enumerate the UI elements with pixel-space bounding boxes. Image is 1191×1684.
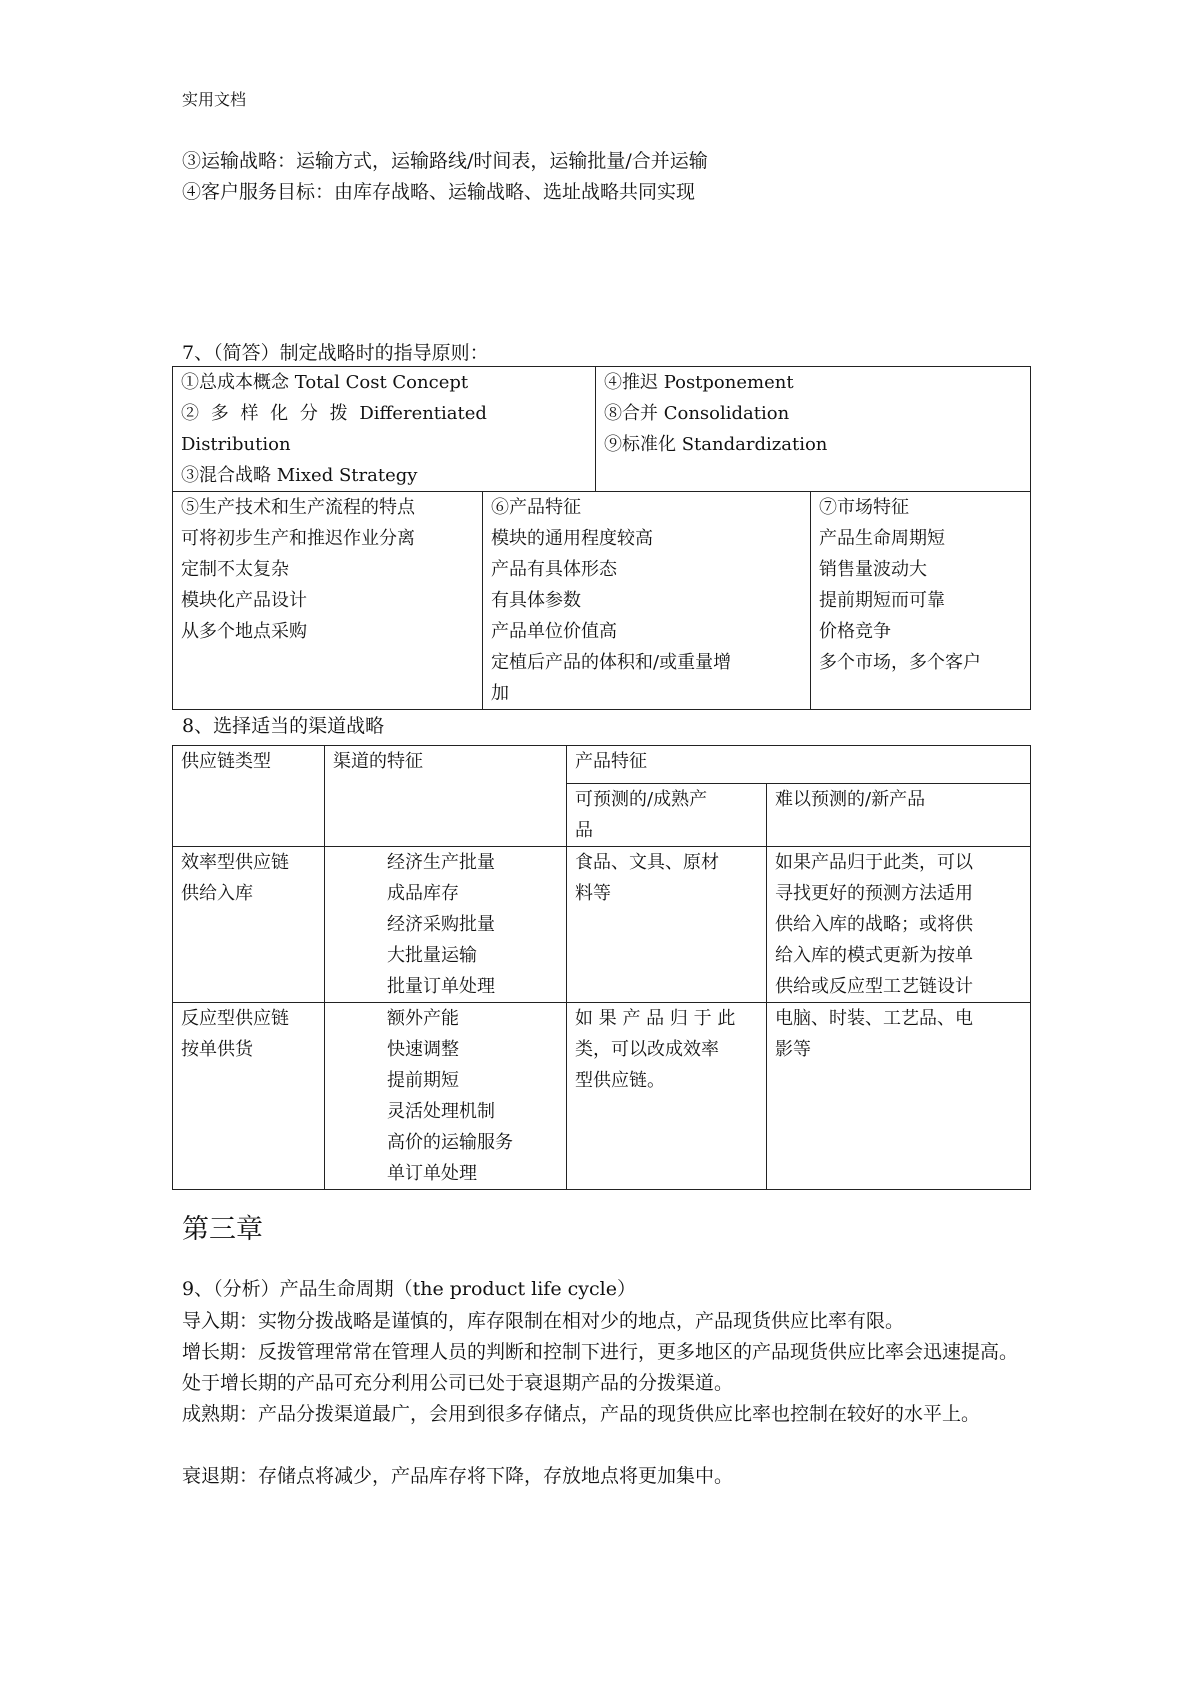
lifecycle-growth: 增长期：反拨管理常常在管理人员的判断和控制下进行，更多地区的产品现货供应比率会迅速提高。处于增长期的产品可充分利用公司已处于衰退期产品的分拨渠道。 [182,1341,1019,1394]
section8-title: 8、选择适当的渠道战略 [182,715,385,737]
section9-title: 9、（分析）产品生命周期（the product life cycle） [182,1278,636,1300]
chapter-heading: 第三章 [182,1214,263,1245]
lifecycle-introduction: 导入期：实物分拨战略是谨慎的，库存限制在相对少的地点，产品现货供应比率有限。 [182,1310,905,1332]
feature-line: 价格竞争 [819,621,891,642]
row-channel-cell: 经济生产批量 成品库存 经济采购批量 大批量运输 批量订单处理 [325,847,567,1003]
header-predictable: 可预测的/成熟产 品 [567,784,767,847]
principle-line: ④推迟 Postponement [604,372,794,393]
table-row [173,847,1031,1003]
principle-line: ③混合战略 Mixed Strategy [181,465,418,486]
feature-line: 可将初步生产和推迟作业分离 [181,528,415,549]
feature-line: 产品有具体形态 [491,559,617,580]
row-type-cell: 效率型供应链 供给入库 [173,847,325,1003]
intro-line-1: ③运输战略：运输方式，运输路线/时间表，运输批量/合并运输 [182,150,708,172]
principle-line: ⑧合并 Consolidation [604,403,790,424]
feature-line: 有具体参数 [491,590,581,611]
principles-cell-left [173,367,596,492]
feature-line: 模块化产品设计 [181,590,307,611]
page-header: 实用文档 [182,90,247,109]
section7-title: 7、（简答）制定战略时的指导原则： [182,342,489,364]
feature-line: 提前期短而可靠 [819,590,945,611]
row-predictable-cell: 食品、文具、原材 料等 [567,847,767,1003]
market-features-cell [811,492,1031,710]
production-features-cell [173,492,483,710]
header-channel-features: 渠道的特征 [325,746,567,847]
row-type-cell: 反应型供应链 按单供货 [173,1003,325,1190]
principles-cell-right [596,367,1031,492]
feature-line: 产品生命周期短 [819,528,945,549]
feature-line: 模块的通用程度较高 [491,528,653,549]
feature-line: 从多个地点采购 [181,621,307,642]
principle-line: Distribution [181,434,291,455]
channel-strategy-table [172,745,1031,1190]
table-row [173,1003,1031,1190]
principle-line: ⑨标准化 Standardization [604,434,828,455]
row-unpredictable-cell: 如果产品归于此类，可以 寻找更好的预测方法适用 供给入库的战略；或将供 给入库的模式更新为按单 供给或反应型工艺链设计 [767,847,1031,1003]
principle-line: ② 多 样 化 分 拨 Differentiated [181,403,487,424]
header-product-features: 产品特征 [567,746,1031,784]
feature-line: 加 [491,683,509,704]
intro-line-2: ④客户服务目标：由库存战略、运输战略、选址战略共同实现 [182,181,696,203]
product-features-cell [483,492,811,710]
header-supply-chain-type: 供应链类型 [173,746,325,847]
row-predictable-cell: 如 果 产 品 归 于 此 类，可以改成效率 型供应链。 [567,1003,767,1190]
feature-line: 定制不太复杂 [181,559,289,580]
lifecycle-maturity: 成熟期：产品分拨渠道最广，会用到很多存储点，产品的现货供应比率也控制在较好的水平上。 [182,1403,981,1425]
principle-line: ①总成本概念 Total Cost Concept [181,372,469,393]
principles-table-top [172,366,1031,492]
feature-line: ⑥产品特征 [491,497,581,518]
feature-line: 销售量波动大 [819,559,927,580]
row-channel-cell: 额外产能 快速调整 提前期短 灵活处理机制 高价的运输服务 单订单处理 [325,1003,567,1190]
principles-table-bottom [172,491,1031,710]
header-unpredictable: 难以预测的/新产品 [767,784,1031,847]
row-unpredictable-cell: 电脑、时装、工艺品、电 影等 [767,1003,1031,1190]
feature-line: ⑤生产技术和生产流程的特点 [181,497,415,518]
lifecycle-decline: 衰退期：存储点将减少，产品库存将下降，存放地点将更加集中。 [182,1465,734,1487]
feature-line: 定植后产品的体积和/或重量增 [491,652,732,673]
feature-line: 产品单位价值高 [491,621,617,642]
feature-line: 多个市场，多个客户 [819,652,981,673]
feature-line: ⑦市场特征 [819,497,909,518]
